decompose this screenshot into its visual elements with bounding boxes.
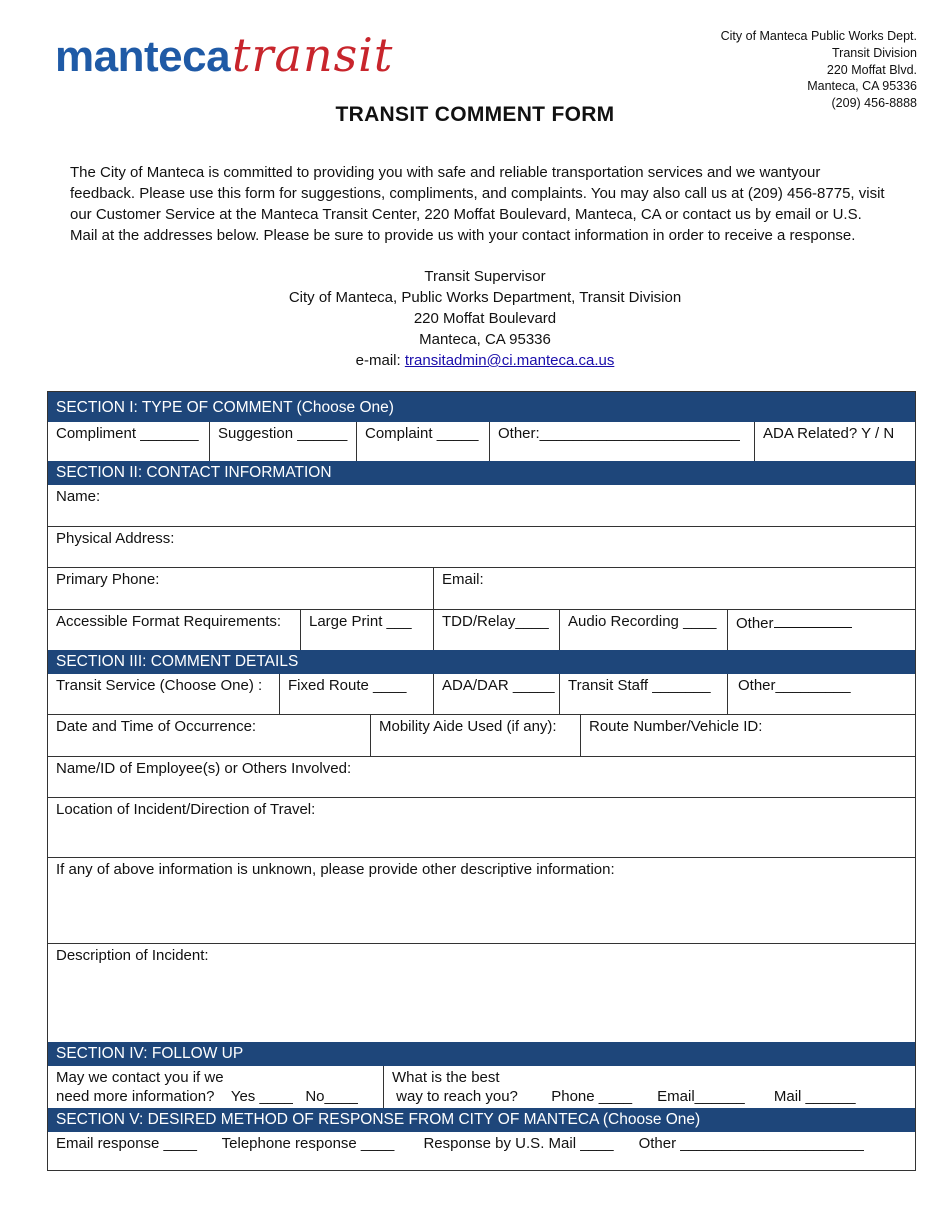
response-method-row bbox=[48, 1132, 915, 1170]
section-5-header: SECTION V: DESIRED METHOD OF RESPONSE FROM CITY OF MANTECA (Choose One) bbox=[48, 1108, 915, 1132]
mobility-aide-field[interactable]: Mobility Aide Used (if any): bbox=[370, 715, 580, 756]
contact-email-field[interactable]: Email: bbox=[433, 568, 915, 609]
employee-row bbox=[48, 756, 915, 797]
occurrence-row bbox=[48, 714, 915, 756]
audio-recording-field[interactable]: Audio Recording ____ bbox=[559, 610, 727, 650]
suggestion-field[interactable]: Suggestion ______ bbox=[209, 422, 356, 461]
best-way-question-line: What is the best bbox=[392, 1069, 500, 1086]
address-line: Transit Supervisor bbox=[424, 268, 546, 285]
other-service-field[interactable]: Other_________ bbox=[727, 674, 915, 714]
phone-email-row bbox=[48, 567, 915, 609]
other-descriptive-info-field[interactable]: If any of above information is unknown, please provide other descriptive information: bbox=[56, 861, 615, 878]
tdd-relay-field[interactable]: TDD/Relay____ bbox=[433, 610, 559, 650]
email-line bbox=[0, 350, 950, 371]
page-title: TRANSIT COMMENT FORM bbox=[335, 103, 615, 126]
transit-staff-field[interactable]: Transit Staff _______ bbox=[559, 674, 727, 714]
name-row bbox=[48, 485, 915, 526]
physical-address-field[interactable]: Physical Address: bbox=[56, 530, 175, 547]
section-4-header: SECTION IV: FOLLOW UP bbox=[48, 1042, 915, 1066]
comment-type-row bbox=[48, 422, 915, 461]
compliment-field[interactable]: Compliment _______ bbox=[56, 425, 199, 442]
other-format-label: Other bbox=[736, 615, 774, 632]
route-vehicle-field[interactable]: Route Number/Vehicle ID: bbox=[580, 715, 915, 756]
follow-up-row bbox=[48, 1066, 915, 1108]
name-field[interactable]: Name: bbox=[56, 488, 101, 505]
mailing-address-block bbox=[0, 266, 950, 371]
primary-phone-field[interactable]: Primary Phone: bbox=[56, 571, 160, 588]
agency-line: City of Manteca Public Works Dept. bbox=[720, 29, 917, 43]
address-row bbox=[48, 526, 915, 567]
logo-transit-text: transit bbox=[232, 28, 394, 82]
incident-description-field[interactable]: Description of Incident: bbox=[56, 947, 209, 964]
other-type-field[interactable]: Other:________________________ bbox=[489, 422, 754, 461]
complaint-field[interactable]: Complaint _____ bbox=[356, 422, 489, 461]
other-format-field[interactable] bbox=[727, 610, 915, 650]
email-link[interactable]: transitadmin@ci.manteca.ca.us bbox=[404, 352, 615, 369]
agency-line: 220 Moffat Blvd. bbox=[826, 62, 917, 77]
section-3-header: SECTION III: COMMENT DETAILS bbox=[48, 650, 915, 674]
location-field[interactable]: Location of Incident/Direction of Travel: bbox=[56, 801, 316, 818]
agency-line: Manteca, CA 95336 bbox=[807, 79, 917, 94]
address-line: 220 Moffat Boulevard bbox=[413, 310, 557, 327]
fixed-route-field[interactable]: Fixed Route ____ bbox=[279, 674, 433, 714]
manteca-transit-logo bbox=[55, 28, 393, 88]
section-1-header: SECTION I: TYPE OF COMMENT (Choose One) bbox=[48, 392, 915, 422]
intro-paragraph: The City of Manteca is committed to providing you with safe and reliable transportation services and we wantyour feedback. Please use this form for suggestions, compliments, and complaints. You may also call us at (209) 456-8775, visit our Customer Service at the Manteca Transit Center, 220 Moffat Boulevard, Manteca, CA or contact us by email or U.S. Mail at the addresses below. Please be sure to provide us with your contact information in order to receive a response. bbox=[70, 164, 885, 244]
ada-dar-field[interactable]: ADA/DAR _____ bbox=[433, 674, 559, 714]
other-format-underline bbox=[774, 613, 852, 628]
description-row bbox=[48, 943, 915, 1042]
best-way-options-line: way to reach you? Phone ____ Email______ Mail ______ bbox=[392, 1088, 856, 1105]
email-label: e-mail: bbox=[355, 352, 405, 369]
date-time-field[interactable]: Date and Time of Occurrence: bbox=[56, 718, 257, 735]
location-row bbox=[48, 797, 915, 857]
accessible-format-label: Accessible Format Requirements: bbox=[56, 613, 282, 630]
section-2-header: SECTION II: CONTACT INFORMATION bbox=[48, 461, 915, 485]
logo-manteca-text: manteca bbox=[55, 32, 231, 81]
response-method-options[interactable]: Email response ____ Telephone response ____ Response by U.S. Mail ____ Other ______________________ bbox=[56, 1135, 864, 1152]
accessible-format-row bbox=[48, 609, 915, 650]
address-line: City of Manteca, Public Works Department, Transit Division bbox=[288, 289, 682, 306]
agency-line: (209) 456-8888 bbox=[831, 96, 917, 111]
contact-question-line: May we contact you if we bbox=[56, 1069, 224, 1086]
large-print-field[interactable]: Large Print ___ bbox=[300, 610, 433, 650]
best-contact-method-field[interactable] bbox=[383, 1066, 915, 1108]
comment-form bbox=[47, 391, 916, 1171]
unknown-info-row bbox=[48, 857, 915, 943]
transit-service-label: Transit Service (Choose One) : bbox=[56, 677, 263, 694]
agency-address-block bbox=[721, 28, 917, 112]
address-line: Manteca, CA 95336 bbox=[419, 331, 551, 348]
ada-related-field[interactable]: ADA Related? Y / N bbox=[754, 422, 915, 461]
contact-permission-field[interactable] bbox=[48, 1066, 383, 1108]
transit-service-row bbox=[48, 674, 915, 714]
agency-line: Transit Division bbox=[832, 45, 917, 60]
employee-id-field[interactable]: Name/ID of Employee(s) or Others Involved: bbox=[56, 760, 352, 777]
contact-yes-no-line: need more information? Yes ____ No____ bbox=[56, 1088, 358, 1105]
